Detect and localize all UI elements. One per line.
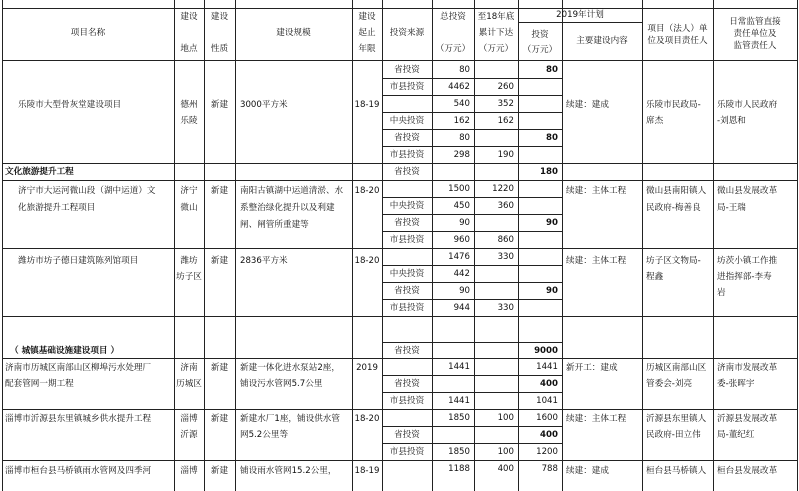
- cumulative-cell: 190: [497, 150, 514, 160]
- project-scale: 新建水厂1座，铺设供水管: [240, 414, 340, 424]
- project-location: 济南: [180, 363, 198, 373]
- grid-line: [562, 0, 563, 491]
- project-content: 续建：主体工程: [566, 186, 627, 196]
- project-owner: 民政府-梅善良: [646, 203, 701, 213]
- plan-investment-cell: 1200: [536, 447, 558, 457]
- header-sup-1: 日常监管直接: [729, 17, 781, 27]
- cumulative-cell: 360: [497, 201, 514, 211]
- fund-source-cell: 省投资: [394, 379, 420, 389]
- total-investment-cell: 298: [453, 150, 470, 160]
- header-years-3: 年限: [358, 44, 376, 54]
- project-owner: 民政府-田立伟: [646, 430, 701, 440]
- fund-source-cell: 省投资: [394, 133, 420, 143]
- cumulative-cell: 100: [497, 447, 514, 457]
- fund-source-cell: 省投资: [394, 167, 420, 177]
- project-supervisor: 委-张晖宇: [717, 379, 755, 389]
- grid-line: [382, 129, 562, 130]
- project-supervisor: 局-王瑞: [717, 203, 746, 213]
- header-plan-invest-1: 投资: [531, 30, 549, 40]
- project-years: 2019: [356, 363, 378, 373]
- project-name: 化旅游提升工程项目: [18, 203, 96, 213]
- fund-source-cell: 市县投资: [389, 303, 425, 313]
- project-owner: 微山县南阳镇人: [646, 186, 707, 196]
- total-investment-cell: 1500: [448, 184, 470, 194]
- project-owner: 乐陵市民政局-: [646, 100, 701, 110]
- grid-line: [382, 426, 562, 427]
- project-content: 续建：主体工程: [566, 256, 627, 266]
- project-supervisor: 岩: [717, 288, 726, 298]
- cumulative-cell: 400: [497, 464, 514, 474]
- header-years-2: 起止: [358, 28, 376, 38]
- project-owner: 沂源县东里镇人: [646, 414, 707, 424]
- fund-source-cell: 中央投资: [389, 116, 425, 126]
- grid-line: [2, 180, 798, 181]
- header-owner-2: 位及项目责任人: [647, 36, 708, 46]
- total-investment-cell: 90: [459, 286, 470, 296]
- grid-line: [382, 197, 562, 198]
- plan-investment-cell: 9000: [534, 346, 558, 356]
- grid-line: [382, 282, 562, 283]
- project-supervisor: 桓台县发展改革: [717, 466, 778, 476]
- grid-line: [382, 342, 562, 343]
- fund-source-cell: 省投资: [394, 346, 420, 356]
- project-location: 历城区: [176, 379, 202, 389]
- project-nature: 新建: [210, 256, 229, 266]
- header-cum-2: 累计下达: [478, 28, 514, 38]
- plan-investment-cell: 400: [540, 379, 558, 389]
- fund-source-cell: 中央投资: [389, 269, 425, 279]
- plan-investment-cell: 80: [546, 65, 558, 75]
- project-owner: 程鑫: [646, 272, 664, 282]
- header-cum-3: （万元）: [478, 44, 514, 54]
- header-fund-source: 投资来源: [389, 28, 425, 38]
- project-supervisor: 局-董纪红: [717, 430, 755, 440]
- project-nature: 新建: [210, 414, 229, 424]
- total-investment-cell: 1850: [448, 447, 470, 457]
- project-owner: 桓台县马桥镇人: [646, 466, 707, 476]
- plan-investment-cell: 80: [546, 133, 558, 143]
- total-investment-cell: 4462: [448, 82, 470, 92]
- header-sup-3: 监管责任人: [733, 41, 777, 51]
- plan-investment-cell: 180: [540, 167, 558, 177]
- project-name: 济宁市大运河微山段（湖中运道）文: [18, 186, 156, 196]
- project-location: 淄博: [180, 414, 198, 424]
- project-location: 潍坊: [180, 256, 198, 266]
- total-investment-cell: 162: [453, 116, 470, 126]
- grid-line: [382, 392, 562, 393]
- project-supervisor: 微山县发展改革: [717, 186, 778, 196]
- total-investment-cell: 442: [453, 269, 470, 279]
- grid-line: [797, 0, 798, 491]
- cumulative-cell: 352: [497, 99, 514, 109]
- project-name: 淄博市沂源县东里镇城乡供水提升工程: [5, 414, 152, 424]
- project-scale: 铺设污水管网5.7公里: [240, 379, 323, 389]
- cumulative-cell: 100: [497, 413, 514, 423]
- grid-line: [642, 0, 643, 491]
- header-cum-1: 至18年底: [477, 12, 515, 22]
- project-nature: 新建: [210, 363, 229, 373]
- grid-line: [382, 265, 562, 266]
- project-content: 续建：建成: [566, 100, 609, 110]
- total-investment-cell: 1441: [448, 362, 470, 372]
- project-supervisor: 沂源县发展改革: [717, 414, 778, 424]
- section-title: （ 城镇基础设施建设项目 ）: [10, 346, 120, 356]
- project-years: 18-19: [354, 466, 380, 476]
- project-location: 沂源: [180, 430, 198, 440]
- grid-line: [382, 231, 562, 232]
- total-investment-cell: 540: [453, 99, 470, 109]
- plan-investment-cell: 1600: [536, 413, 558, 423]
- project-location: 济宁: [180, 186, 198, 196]
- grid-line: [382, 146, 562, 147]
- project-years: 18-20: [354, 256, 380, 266]
- total-investment-cell: 1441: [448, 396, 470, 406]
- grid-line: [2, 8, 798, 9]
- project-scale: 闸、闸管所重建等: [240, 220, 309, 230]
- plan-investment-cell: 400: [540, 430, 558, 440]
- grid-line: [382, 214, 562, 215]
- project-years: 18-20: [354, 186, 380, 196]
- total-investment-cell: 90: [459, 218, 470, 228]
- project-nature: 新建: [210, 186, 229, 196]
- grid-line: [2, 316, 798, 317]
- fund-source-cell: 市县投资: [389, 396, 425, 406]
- total-investment-cell: 450: [453, 201, 470, 211]
- total-investment-cell: 1188: [448, 464, 470, 474]
- project-location: 淄博: [180, 466, 198, 476]
- fund-source-cell: 市县投资: [389, 150, 425, 160]
- project-years: 18-20: [354, 414, 380, 424]
- project-content: 续建：建成: [566, 466, 609, 476]
- project-supervisor: 乐陵市人民政府: [717, 100, 778, 110]
- cumulative-cell: 260: [497, 82, 514, 92]
- grid-line: [2, 60, 798, 61]
- cumulative-cell: 1220: [492, 184, 514, 194]
- header-total-2: （万元）: [435, 44, 471, 54]
- project-owner: 席杰: [646, 116, 664, 126]
- total-investment-cell: 944: [453, 303, 470, 313]
- grid-line: [382, 112, 562, 113]
- cumulative-cell: 330: [497, 303, 514, 313]
- section-title: 文化旅游提升工程: [5, 167, 74, 177]
- grid-line: [518, 22, 642, 23]
- project-owner: 坊子区文物局-: [646, 256, 701, 266]
- grid-line: [2, 460, 798, 461]
- project-nature: 新建: [210, 466, 229, 476]
- header-nature-1: 建设: [210, 12, 229, 22]
- total-investment-cell: 80: [459, 133, 470, 143]
- fund-source-cell: 市县投资: [389, 82, 425, 92]
- fund-source-cell: 中央投资: [389, 201, 425, 211]
- total-investment-cell: 1476: [448, 252, 470, 262]
- header-years-1: 建设: [358, 12, 376, 22]
- header-sup-2: 责任单位及: [733, 29, 777, 39]
- fund-source-cell: 市县投资: [389, 235, 425, 245]
- fund-source-cell: 市县投资: [389, 447, 425, 457]
- fund-source-cell: 省投资: [394, 218, 420, 228]
- header-location-2: 地点: [180, 44, 198, 54]
- project-name: 潍坊市坊子德日建筑陈列馆项目: [18, 256, 139, 266]
- project-owner: 管委会-刘亮: [646, 379, 693, 389]
- fund-source-cell: 省投资: [394, 430, 420, 440]
- project-scale: 网5.2公里等: [240, 430, 289, 440]
- grid-line: [2, 409, 798, 410]
- fund-source-cell: 省投资: [394, 65, 420, 75]
- project-supervisor: 坊茨小镇工作推: [717, 256, 778, 266]
- project-scale: 新建一体化进水泵站2座，: [240, 363, 340, 373]
- grid-line: [382, 299, 562, 300]
- plan-investment-cell: 90: [546, 286, 558, 296]
- project-supervisor: -刘恩和: [717, 116, 746, 126]
- project-scale: 铺设雨水管网15.2公里，: [240, 466, 337, 476]
- total-investment-cell: 1850: [448, 413, 470, 423]
- header-total-1: 总投资: [440, 12, 466, 22]
- plan-investment-cell: 90: [546, 218, 558, 228]
- header-plan-invest-2: （万元）: [522, 45, 558, 55]
- project-content: 新开工：建成: [566, 363, 618, 373]
- project-supervisor: 进指挥部-李寿: [717, 272, 772, 282]
- project-content: 续建：主体工程: [566, 414, 627, 424]
- project-scale: 2836平方米: [240, 256, 288, 266]
- header-name: 项目名称: [70, 28, 106, 38]
- grid-line: [382, 78, 562, 79]
- cumulative-cell: 162: [497, 116, 514, 126]
- plan-investment-cell: 1441: [536, 362, 558, 372]
- grid-line: [382, 443, 562, 444]
- header-owner-1: 项目（法人）单: [647, 24, 708, 34]
- grid-line: [2, 358, 798, 359]
- grid-line: [235, 0, 236, 491]
- project-years: 18-19: [354, 100, 380, 110]
- project-name: 淄博市桓台县马桥镇雨水管网及四季河: [5, 466, 152, 476]
- total-investment-cell: 960: [453, 235, 470, 245]
- project-name: 乐陵市大型骨灰堂建设项目: [18, 100, 122, 110]
- cumulative-cell: 330: [497, 252, 514, 262]
- cumulative-cell: 860: [497, 235, 514, 245]
- project-nature: 新建: [210, 100, 229, 110]
- total-investment-cell: 80: [459, 65, 470, 75]
- project-name: 配套管网一期工程: [5, 379, 74, 389]
- grid-line: [382, 375, 562, 376]
- project-scale: 3000平方米: [240, 100, 288, 110]
- grid-line: [2, 248, 798, 249]
- grid-line: [2, 163, 798, 164]
- project-location: 微山: [180, 203, 198, 213]
- project-location: 德州: [180, 100, 198, 110]
- project-scale: 系整治绿化提升以及利建: [240, 203, 335, 213]
- project-scale: 南阳古镇湖中运道清淤、水: [240, 186, 344, 196]
- header-scale: 建设规模: [276, 28, 311, 38]
- plan-investment-cell: 1041: [536, 396, 558, 406]
- grid-line: [713, 0, 714, 491]
- project-supervisor: 济南市发展改革: [717, 363, 778, 373]
- project-location: 乐陵: [180, 116, 198, 126]
- grid-line: [382, 95, 562, 96]
- project-owner: 历城区南部山区: [646, 363, 707, 373]
- plan-investment-cell: 788: [541, 464, 558, 474]
- project-location: 坊子区: [176, 272, 202, 282]
- header-plan-content: 主要建设内容: [576, 36, 628, 46]
- header-location-1: 建设: [180, 12, 198, 22]
- header-plan2019: 2019年计划: [556, 10, 604, 20]
- grid-line: [2, 0, 3, 491]
- fund-source-cell: 省投资: [394, 286, 420, 296]
- project-name: 济南市历城区南部山区柳埠污水处理厂: [5, 363, 152, 373]
- header-nature-2: 性质: [210, 44, 229, 54]
